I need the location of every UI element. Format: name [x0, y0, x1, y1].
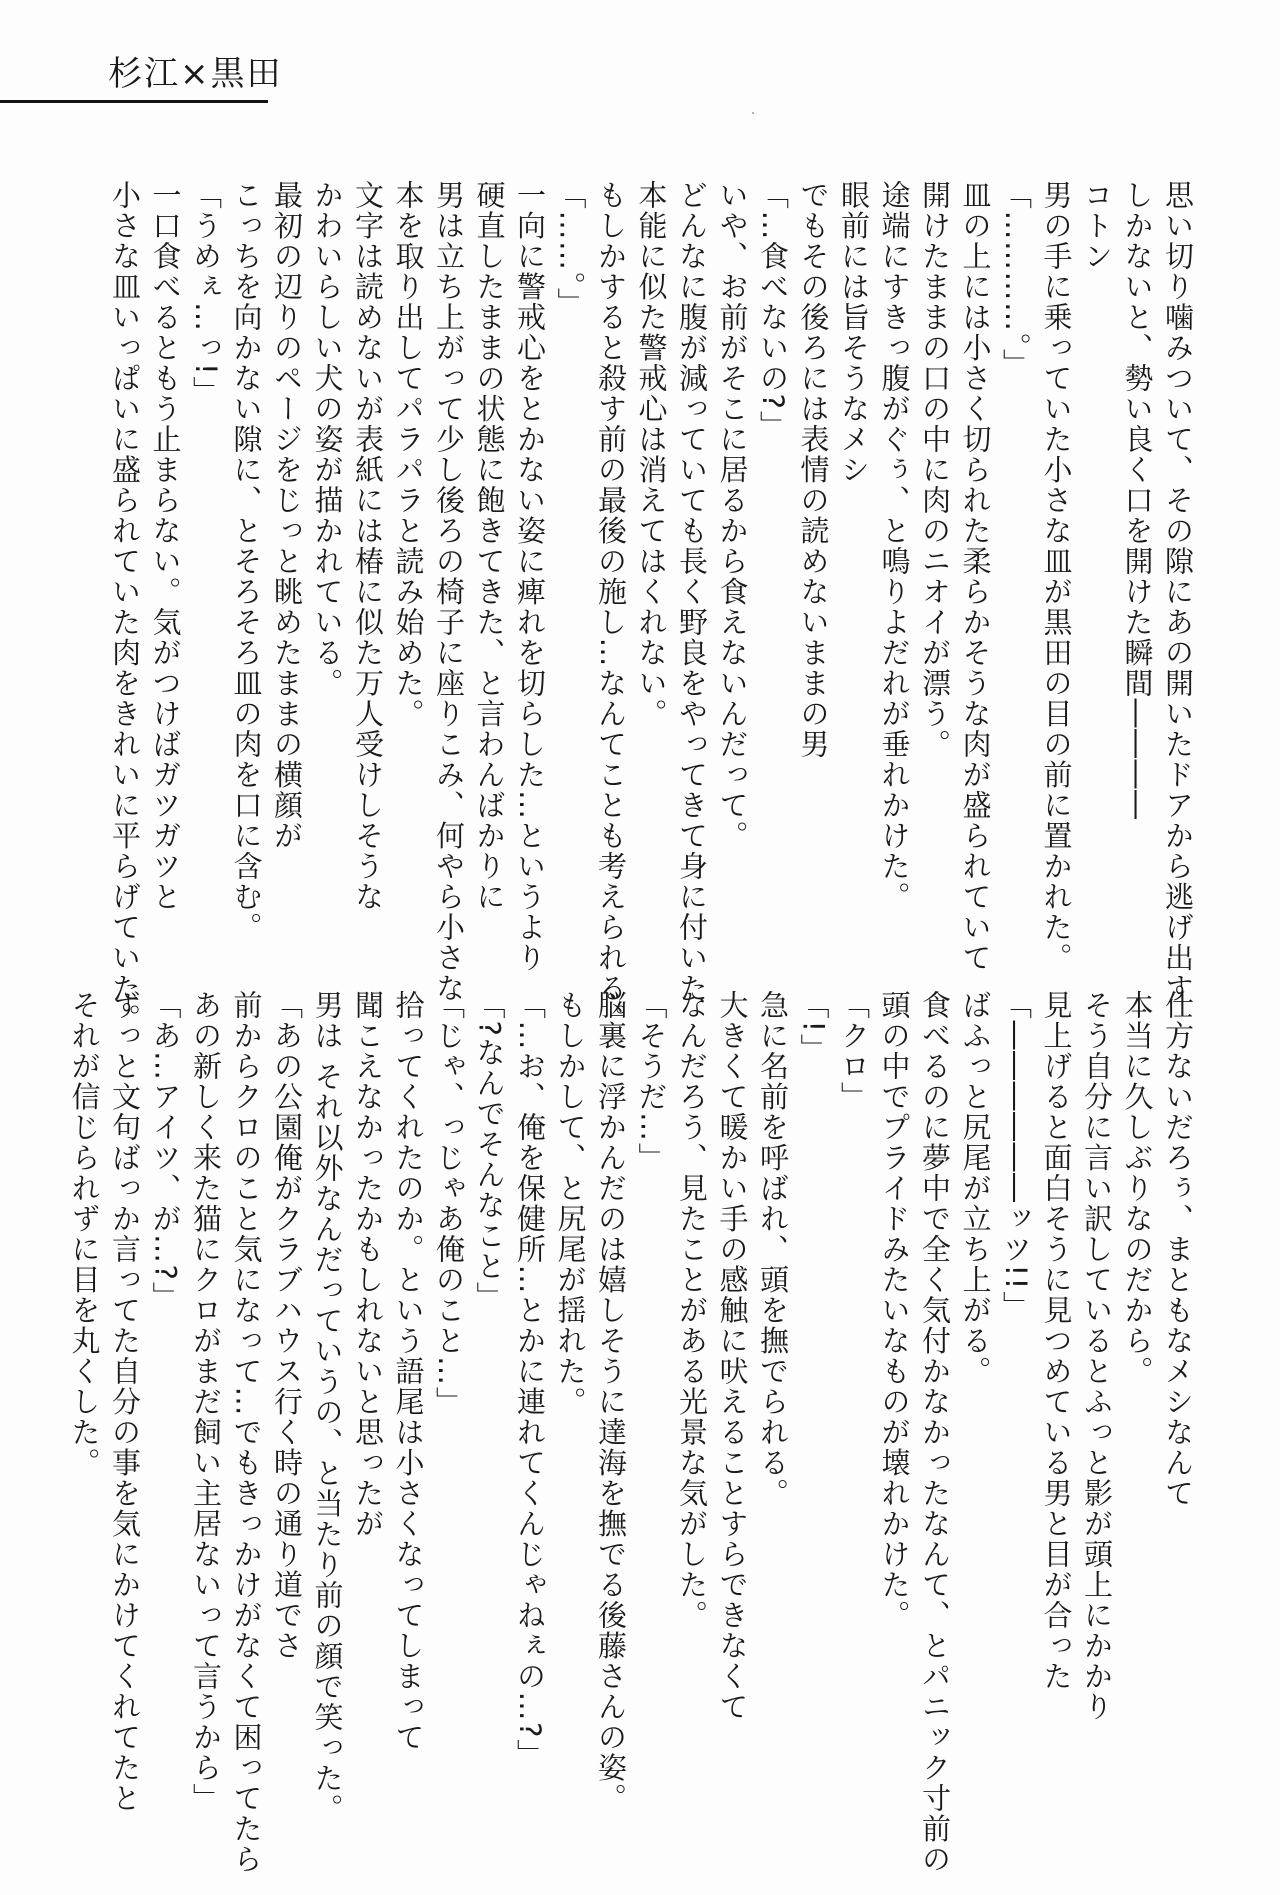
text-line: 文字は読めないが表紙には椿に似た万人受けしそうな — [351, 180, 385, 912]
text-line: 急に名前を呼ばれ、頭を撫でられる。 — [756, 990, 790, 1509]
text-line: どんなに腹が減っていても長く野良をやってきて身に付いた — [675, 180, 709, 1004]
text-line: 本能に似た警戒心は消えてはくれない。 — [634, 180, 669, 729]
text-line: 拾ってくれたのか。という語尾は小さくなってしまって — [391, 990, 426, 1753]
chapter-header-title: 杉江×黒田 — [108, 54, 283, 94]
text-line: 小さな皿いっぱいに盛られていた肉をきれいに平らげていた。 — [108, 180, 142, 1034]
text-line: もしかすると殺す前の最後の施し…なんてことも考えられる。 — [594, 180, 628, 1034]
text-line: 「――――――ッツ!!」 — [999, 990, 1033, 1322]
text-line: でもその後ろには表情の読めないままの男 — [796, 180, 831, 760]
text-line: 「あ…アイツ、が…?」 — [148, 990, 183, 1312]
text-line: 聞こえなかったかもしれないと思ったが — [351, 990, 385, 1539]
text-line: 思い切り噛みついて、その隙にあの開いたドアから逃げ出す — [1161, 180, 1195, 1004]
text-line: 皿の上には小さく切られた柔らかそうな肉が盛られていて — [958, 180, 993, 973]
text-line: 男は それ以外なんだっていうの、と当たり前の顔で笑った。 — [310, 990, 345, 1825]
text-line: 脳裏に浮かんだのは嬉しそうに達海を撫でる後藤さんの姿。 — [594, 990, 628, 1814]
text-line: もしかして、と尻尾が揺れた。 — [553, 990, 588, 1417]
speck-mark — [752, 112, 754, 114]
text-line: 頭の中でプライドみたいなものが壊れかけた。 — [877, 990, 912, 1631]
text-line: 「あの公園俺がクラブハウス行く時の通り道でさ — [270, 990, 304, 1661]
text-line: それが信じられずに目を丸くした。 — [67, 990, 102, 1478]
text-line: しかないと、勢い良く口を開けた瞬間―――― — [1120, 180, 1155, 821]
text-line: そう自分に言い訳しているとふっと影が頭上にかかり — [1080, 990, 1114, 1722]
text-line: 見上げると面白そうに見つめている男と目が合った — [1039, 990, 1074, 1692]
text-line: 「…お、俺を保健所…とかに連れてくんじゃねぇの…?」 — [513, 990, 547, 1770]
text-line: 前からクロのこと気になって…でもきっかけがなくて困ってたら — [229, 990, 264, 1875]
header-rule-divider — [0, 100, 268, 103]
text-line: いや、お前がそこに居るから食えないんだって。 — [715, 180, 750, 851]
text-line: 「!」 — [796, 990, 831, 1065]
text-line: 一口食べるともう止まらない。気がつけばガツガツと — [148, 180, 183, 912]
text-line: あの新しく来た猫にクロがまだ飼い主居ないって言うから」 — [189, 990, 223, 1814]
text-line: コトン — [1080, 180, 1114, 272]
lower-text-block — [67, 990, 1198, 1875]
text-line: 「…………。」 — [999, 180, 1033, 379]
text-line: 「じゃ、っじゃあ俺のこと…」 — [432, 990, 466, 1417]
text-line: 本を取り出してパラパラと読み始めた。 — [391, 180, 426, 729]
text-line: 食べるのに夢中で全く気付かなかったなんて、とパニック寸前の — [918, 990, 952, 1875]
text-line: 眼前には旨そうなメシ — [837, 180, 871, 485]
text-line: 開けたままの口の中に肉のニオイが漂う。 — [918, 180, 952, 760]
text-line: 「そうだ…」 — [634, 990, 669, 1173]
text-line: 「?なんでそんなこと」 — [472, 990, 507, 1312]
text-line: 大きくて暖かい手の感触に吠えることすらできなくて — [715, 990, 750, 1722]
text-line: 仕方ないだろぅ、まともなメシなんて — [1161, 990, 1195, 1509]
text-line: 一向に警戒心をとかない姿に痺れを切らした…というより — [513, 180, 547, 973]
text-line: 最初の辺りのページをじっと眺めたままの横顔が — [270, 180, 304, 851]
text-line: 「うめぇ…っ!」 — [189, 180, 223, 407]
text-line: こっちを向かない隙に、とそろそろ皿の肉を口に含む。 — [229, 180, 264, 943]
text-line: なんだろう、見たことがある光景な気がした。 — [675, 990, 709, 1631]
text-line: 本当に久しぶりなのだから。 — [1120, 990, 1155, 1387]
text-line: ずっと文句ばっか言ってた自分の事を気にかけてくれてたと — [108, 990, 142, 1814]
text-line: 男は立ち上がって少し後ろの椅子に座りこみ、何やら小さな — [432, 180, 466, 1004]
text-line: かわいらしい犬の姿が描かれている。 — [310, 180, 345, 699]
text-line: 「…食べないの?」 — [756, 180, 790, 441]
text-line: ばふっと尻尾が立ち上がる。 — [958, 990, 993, 1387]
text-line: 男の手に乗っていた小さな皿が黒田の目の前に置かれた。 — [1039, 180, 1074, 973]
text-line: 「……。」 — [553, 180, 588, 318]
upper-text-block — [98, 180, 1198, 1034]
text-line: 硬直したままの状態に飽きてきた、と言わんばかりに — [472, 180, 507, 912]
text-line: 「クロ」 — [837, 990, 871, 1112]
text-line: 途端にすきっ腹がぐぅ、と鳴りよだれが垂れかけた。 — [877, 180, 912, 912]
